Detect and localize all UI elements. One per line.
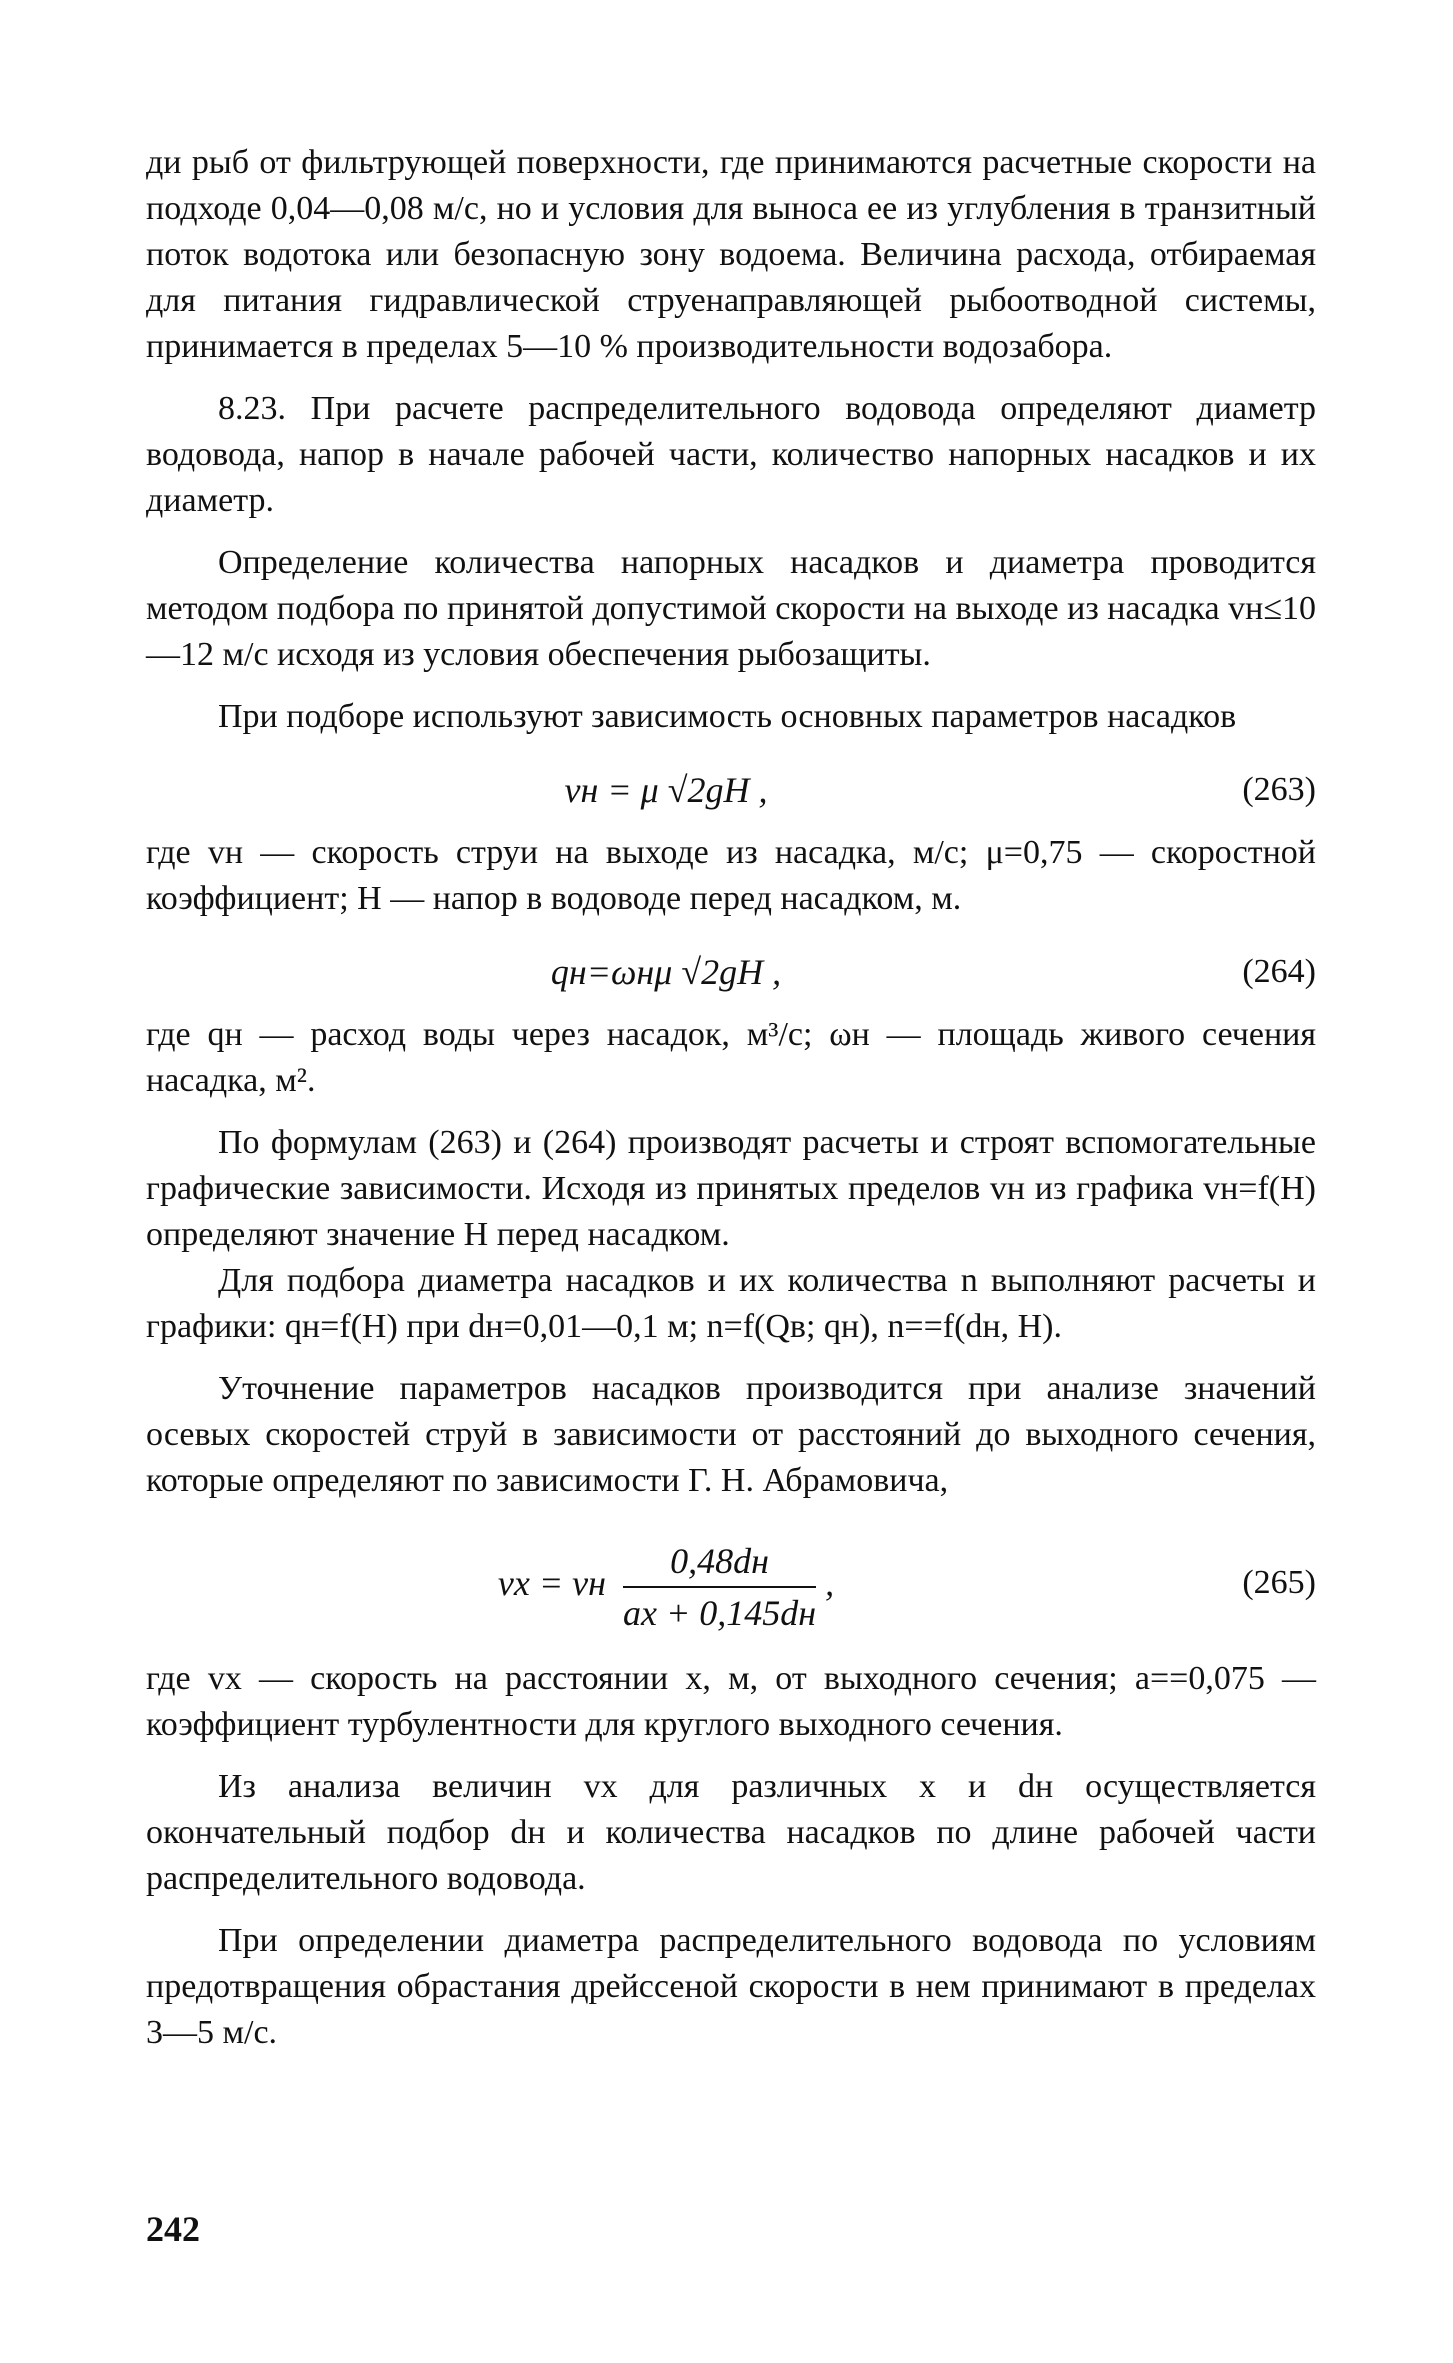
equation-263 — [146, 758, 1316, 822]
equation-265-lhs: vx = vн — [497, 1563, 606, 1603]
paragraph-8: Для подбора диаметра насадков и их количества n выполняют расчеты и графики: qн=f(H) при dн=0,01—0,1 м; n=f(Qв; qн), n==f(dн, H). — [146, 1262, 1316, 1345]
paragraph-1: ди рыб от фильтрующей поверхности, где принимаются расчетные скорости на подходе 0,04—0,08 м/с, но и условия для выноса ее из углубления в транзитный поток водотока или безопасную зону водоема. Величина расхода, отбираемая для питания гидравлической струенаправляющей рыбоотводной системы, принимается в пределах 5—10 % производительности водозабора. — [146, 144, 1316, 365]
page-body — [146, 140, 1316, 2056]
paragraph-3: Определение количества напорных насадков и диаметра проводится методом подбора по принятой допустимой скорости на выходе из насадка vн≤10—12 м/с исходя из условия обеспечения рыбозащиты. — [146, 544, 1316, 673]
equation-265-tail: , — [825, 1563, 835, 1603]
equation-265-denominator: ax + 0,145dн — [622, 1592, 817, 1633]
equation-264 — [146, 940, 1316, 1004]
equation-264-body: qн=ωнμ √2gH , — [550, 952, 782, 992]
equation-265-numerator: 0,48dн — [623, 1536, 816, 1588]
equation-265-number: (265) — [1242, 1564, 1316, 1601]
paragraph-7: По формулам (263) и (264) производят расчеты и строят вспомогательные графические зависимости. Исходя из принятых пределов vн из графика vн=f(H) определяют значение H перед насадком. — [146, 1124, 1316, 1253]
equation-265 — [146, 1518, 1316, 1648]
equation-265-fraction — [623, 1536, 816, 1638]
paragraph-12: При определении диаметра распределительного водовода по условиям предотвращения обрастания дрейссеной скорости в нем принимают в пределах 3—5 м/с. — [146, 1922, 1316, 2051]
paragraph-4: При подборе используют зависимость основных параметров насадков — [218, 698, 1237, 735]
paragraph-11: Из анализа величин vx для различных x и dн осуществляется окончательный подбор dн и количества насадков по длине рабочей части распределительного водовода. — [146, 1768, 1316, 1897]
equation-264-number: (264) — [1242, 953, 1316, 990]
equation-263-body: vн = μ √2gH , — [564, 770, 768, 810]
paragraph-9: Уточнение параметров насадков производится при анализе значений осевых скоростей струй в зависимости от расстояний до выходного сечения, которые определяют по зависимости Г. Н. Абрамовича, — [146, 1370, 1316, 1499]
page-number: 242 — [146, 2209, 200, 2249]
paragraph-5: где vн — скорость струи на выходе из насадка, м/с; μ=0,75 — скоростной коэффициент; H — напор в водоводе перед насадком, м. — [146, 834, 1316, 917]
equation-265-body — [146, 1518, 1186, 1648]
paragraph-10: где vx — скорость на расстоянии x, м, от выходного сечения; a==0,075 — коэффициент турбулентности для круглого выходного сечения. — [146, 1660, 1316, 1743]
paragraph-8-23: 8.23. При расчете распределительного водовода определяют диаметр водовода, напор в начале рабочей части, количество напорных насадков и их диаметр. — [146, 390, 1316, 519]
equation-263-number: (263) — [1242, 771, 1316, 808]
paragraph-6: где qн — расход воды через насадок, м³/с; ωн — площадь живого сечения насадка, м². — [146, 1016, 1316, 1099]
